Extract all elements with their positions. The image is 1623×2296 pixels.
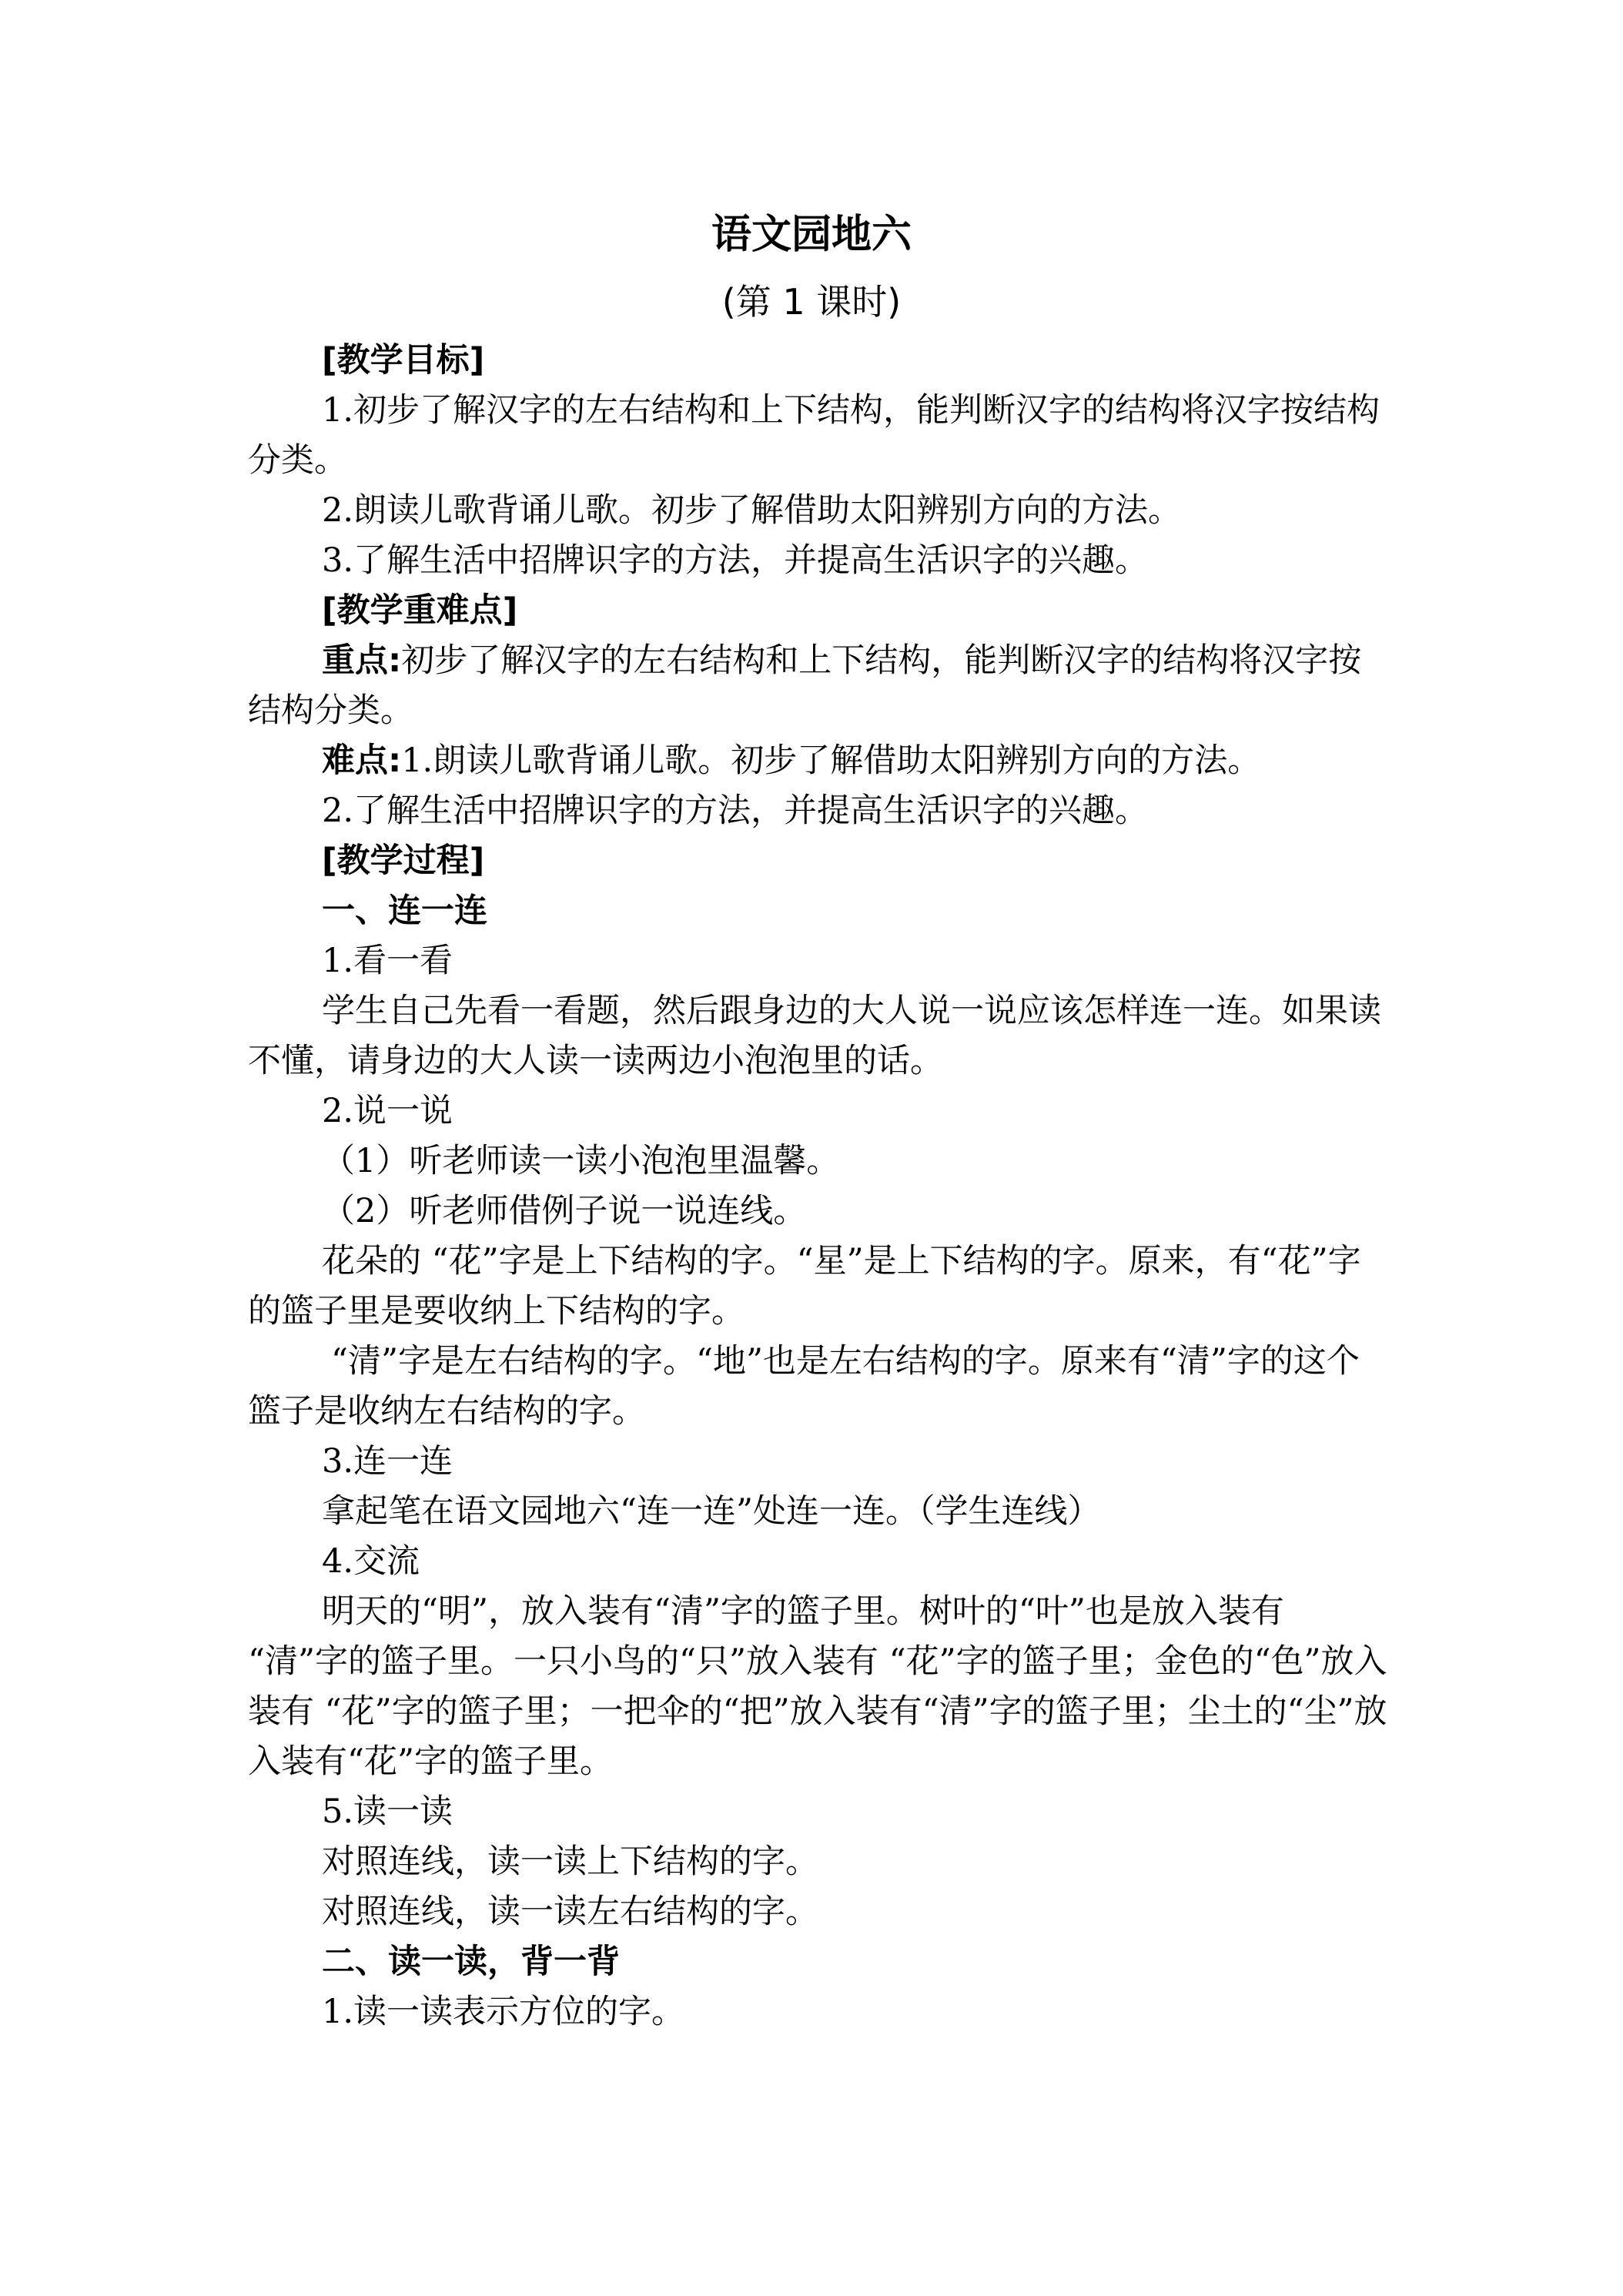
step-heading: 1.读一读表示方位的字。 [322, 1993, 685, 2031]
step-heading: 4.交流 [322, 1542, 420, 1581]
step-heading: 3.连一连 [322, 1442, 453, 1481]
objectives-heading: [教学目标] [322, 341, 485, 380]
document-title: 语文园地六 [711, 212, 912, 258]
paragraph: 拿起笔在语文园地六“连一连”处连一连。（学生连线） [322, 1492, 1101, 1531]
paragraph: （1）听老师读一读小泡泡里温馨。 [322, 1142, 840, 1180]
document-body [248, 336, 1387, 2037]
key-points-heading: [教学重难点] [322, 591, 518, 630]
paragraph: 对照连线，读一读左右结构的字。 [322, 1893, 818, 1931]
paragraph: 花朵的 “花”字是上下结构的字。“星”是上下结构的字。原来，有“花”字的篮子里是要收纳上下结构的字。 [248, 1242, 1361, 1330]
difficulty-text: 1.朗读儿歌背诵儿歌。初步了解借助太阳辨别方向的方法。 [401, 741, 1261, 780]
section-heading: 一、连一连 [322, 892, 487, 930]
paragraph: （2）听老师借例子说一说连线。 [322, 1192, 807, 1230]
paragraph: 对照连线，读一读上下结构的字。 [322, 1842, 818, 1881]
objective-item: 1.初步了解汉字的左右结构和上下结构，能判断汉字的结构将汉字按结构分类。 [248, 391, 1380, 480]
key-point-text: 初步了解汉字的左右结构和上下结构，能判断汉字的结构将汉字按结构分类。 [248, 641, 1362, 730]
difficulty-item: 2.了解生活中招牌识字的方法，并提高生活识字的兴趣。 [322, 792, 1149, 830]
difficulty-label: 难点: [322, 741, 402, 780]
step-heading: 2.说一说 [322, 1092, 453, 1130]
paragraph: “清”字是左右结构的字。“地”也是左右结构的字。原来有“清”字的这个篮子是收纳左右结构的字。 [248, 1342, 1360, 1431]
process-heading: [教学过程] [322, 842, 485, 880]
difficulty-paragraph [248, 736, 1387, 786]
key-point-paragraph [248, 636, 1387, 736]
lesson-period: (第 1 课时) [721, 281, 902, 323]
paragraph: 明天的“明”，放入装有“清”字的篮子里。树叶的“叶”也是放入装有 “清”字的篮子里。一只小鸟的“只”放入装有 “花”字的篮子里；金色的“色”放入装有 “花”字的篮子里；一把伞的“把”放入装有“清”字的篮子里；尘土的“尘”放入装有“花”字的篮子里。 [248, 1592, 1387, 1781]
step-heading: 1.看一看 [322, 942, 453, 980]
step-heading: 5.读一读 [322, 1792, 453, 1831]
objective-item: 3.了解生活中招牌识字的方法，并提高生活识字的兴趣。 [322, 541, 1149, 580]
section-heading: 二、读一读，背一背 [322, 1943, 620, 1981]
objective-item: 2.朗读儿歌背诵儿歌。初步了解借助太阳辨别方向的方法。 [322, 491, 1182, 530]
paragraph: 学生自己先看一看题，然后跟身边的大人说一说应该怎样连一连。如果读不懂，请身边的大人读一读两边小泡泡里的话。 [248, 992, 1381, 1080]
key-point-label: 重点: [322, 641, 402, 680]
